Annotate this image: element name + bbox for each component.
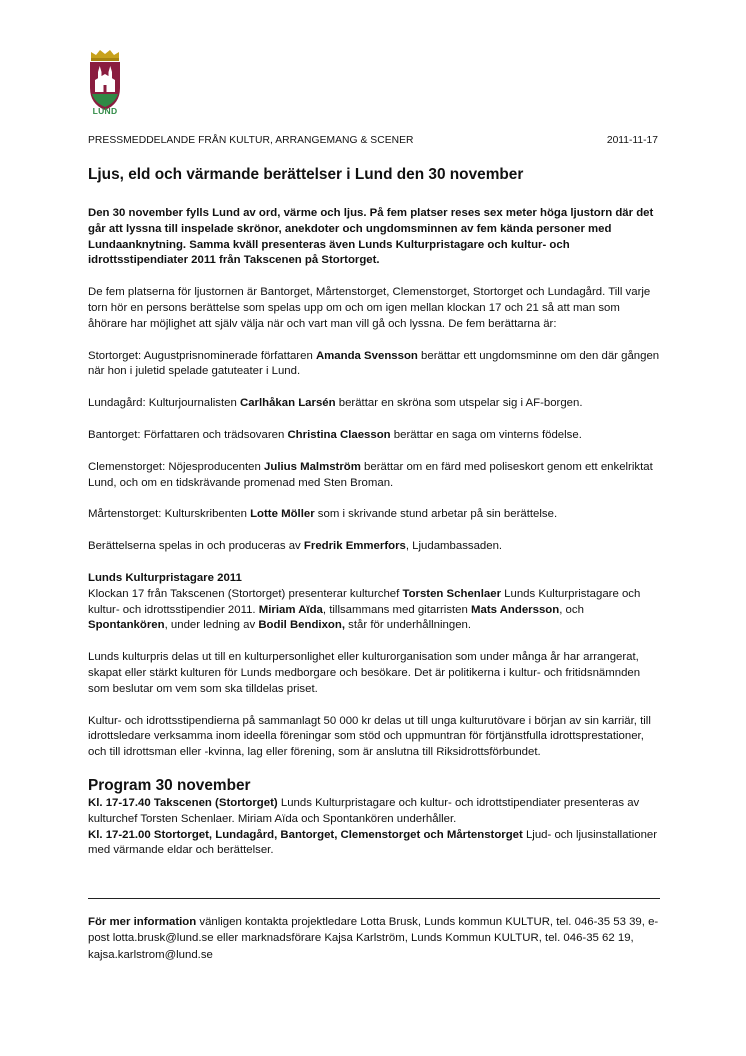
- storyteller-name: Amanda Svensson: [315, 349, 418, 362]
- culture-prize-paragraph: Lunds kulturpris delas ut till en kulturpersonlighet eller kulturorganisation som under många år har arrangerat, skapat eller stärkt kulturen för Lunds medborgare och besökare. Det är politikerna i kultur- och fritidsnämnden som beslutar om vem som ska tilldelas priset.: [88, 651, 641, 695]
- footer-label: För mer information: [88, 916, 197, 928]
- storyteller-name: Julius Malmström: [264, 460, 361, 473]
- program-list: [88, 796, 660, 859]
- footer-text: vänligen kontakta projektledare Lotta Brusk, Lunds kommun KULTUR, tel. 046-35 53 39, e-post lotta.brusk@lund.se eller marknadsförare Kajsa Karlström, Lunds Kommun KULTUR, tel. 046-35 62 19, kajsa.karlstrom@lund.se: [88, 916, 659, 961]
- storyteller-paragraph: Clemenstorget: Nöjesproducenten Julius Malmström berättar om en färd med poliseskort genom ett enkelriktat Lund, och om en tidskrävande promenad med Sten Broman.: [88, 460, 653, 489]
- program-item: Kl. 17-17.40 Takscenen (Stortorget) Lunds Kulturpristagare och kultur- och idrottstipendiater presenteras av kulturchef Torsten Schenlaer. Miriam Aïda och Spontankören underhåller.: [88, 796, 640, 825]
- storyteller-name: Lotte Möller: [250, 508, 315, 521]
- lead-paragraph: Den 30 november fylls Lund av ord, värme och ljus. På fem platser reses sex meter höga ljustorn där det går att lyssna till inspelade skrönor, anekdoter och ungdomsminnen av fem kända personer med Lundaanknytning. Samma kväll presenteras även Lunds Kulturpristagare och kultur- och idrottsstipendiater 2011 från Takscenen på Stortorget.: [88, 207, 654, 267]
- prize-heading: Lunds Kulturpristagare 2011: [88, 571, 242, 584]
- program-heading: Program 30 november: [88, 776, 251, 794]
- scholarship-paragraph: Kultur- och idrottsstipendierna på sammanlagt 50 000 kr delas ut till unga kulturutövare i början av sin karriär, till idrottsledare verksamma inom ideella föreningar som stöd och uppmuntran för förtjänstfulla idrottsprestationer, och till idrottsman eller -kvinna, lag eller förening, som är anslutna till Riksidrottsförbundet.: [88, 714, 651, 759]
- press-release-body: [88, 166, 660, 859]
- contact-footer: [88, 914, 660, 963]
- producer-paragraph: Berättelserna spelas in och produceras av Fredrik Emmerfors, Ljudambassaden.: [88, 540, 503, 553]
- footer-divider: [88, 898, 660, 899]
- prize-paragraph: Lunds Kulturpristagare 2011 Klockan 17 från Takscenen (Stortorget) presenterar kulturchef Torsten Schenlaer Lunds Kulturpristagare och kultur- och idrottsstipendier 2011. Miriam Aïda, tillsammans med gitarristen Mats Andersson, och Spontankören, under ledning av Bodil Bendixon, står för underhållningen.: [88, 571, 660, 634]
- press-release-label: PRESSMEDDELANDE FRÅN KULTUR, ARRANGEMANG & SCENER: [88, 135, 414, 146]
- program-item: Kl. 17-21.00 Stortorget, Lundagård, Bantorget, Clemenstorget och Mårtenstorget Ljud- och ljusinstallationer med värmande eldar och berättelser.: [88, 828, 658, 857]
- storyteller-name: Carlhåkan Larsén: [239, 397, 336, 410]
- storyteller-name: Christina Claesson: [287, 428, 391, 441]
- storyteller-paragraph: Mårtenstorget: Kulturskribenten Lotte Möller som i skrivande stund arbetar på sin berättelse.: [88, 508, 558, 521]
- storyteller-paragraph: Bantorget: Författaren och trädsovaren Christina Claesson berättar en saga om vinterns födelse.: [88, 428, 582, 441]
- storyteller-paragraph: Stortorget: Augustprisnominerade författaren Amanda Svensson berättar ett ungdomsminne om den där gången när hon i juletid spelade gatuteater i Lund.: [88, 349, 660, 378]
- release-date: 2011-11-17: [606, 135, 658, 146]
- producer-name: Fredrik Emmerfors: [303, 540, 406, 553]
- headline: Ljus, eld och värmande berättelser i Lund den 30 november: [88, 166, 524, 183]
- storyteller-paragraph: Lundagård: Kulturjournalisten Carlhåkan Larsén berättar en skröna som utspelar sig i AF-borgen.: [88, 397, 583, 410]
- logo-text: LUND: [92, 106, 118, 116]
- intro-paragraph: De fem platserna för ljustornen är Bantorget, Mårtenstorget, Clemenstorget, Stortorget och Lundagård. Till varje torn hör en persons berättelse som spelas upp om och om igen mellan klockan 17 och 21 så att man som åhörare har möjlighet att själv välja när och vart man vill gå och lyssna. De fem berättarna är:: [88, 286, 651, 330]
